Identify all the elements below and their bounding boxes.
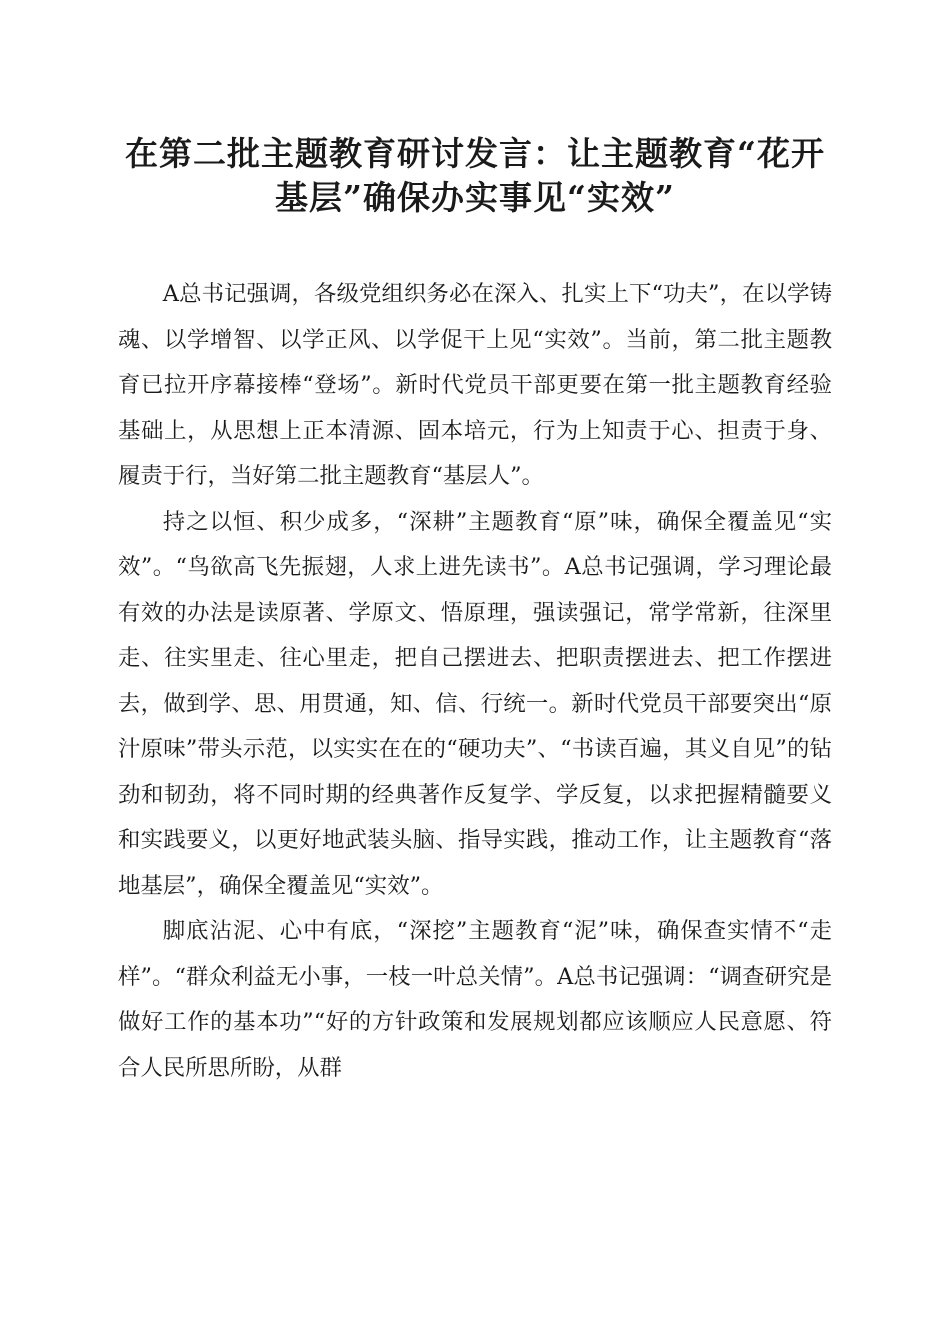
document-title: 在第二批主题教育研讨发言：让主题教育“花开基层”确保办实事见“实效” [125,134,825,217]
document-body [118,272,832,1091]
paragraph-2: 持之以恒、积少成多，“深耕”主题教育“原”味，确保全覆盖见“实效”。“鸟欲高飞先振翅，人求上进先读书”。A总书记强调，学习理论最有效的办法是读原著、学原文、悟原理，强读强记，常学常新，往深里走、往实里走、往心里走，把自己摆进去、把职责摆进去、把工作摆进去，做到学、思、用贯通，知、信、行统一。新时代党员干部要突出“原汁原味”带头示范，以实实在在的“硬功夫”、“书读百遍，其义自见”的钻劲和韧劲，将不同时期的经典著作反复学、学反复，以求把握精髓要义和实践要义，以更好地武装头脑、指导实践，推动工作，让主题教育“落地基层”，确保全覆盖见“实效”。 [118,508,832,899]
paragraph-3: 脚底沾泥、心中有底，“深挖”主题教育“泥”味，确保查实情不“走样”。“群众利益无小事，一枝一叶总关情”。A总书记强调：“调查研究是做好工作的基本功”“好的方针政策和发展规划都应该顺应人民意愿、符合人民所思所盼，从群 [118,918,832,1081]
paragraph-1: A总书记强调，各级党组织务必在深入、扎实上下“功夫”，在以学铸魂、以学增智、以学正风、以学促干上见“实效”。当前，第二批主题教育已拉开序幕接棒“登场”。新时代党员干部更要在第一批主题教育经验基础上，从思想上正本清源、固本培元，行为上知责于心、担责于身、履责于行，当好第二批主题教育“基层人”。 [118,281,832,489]
